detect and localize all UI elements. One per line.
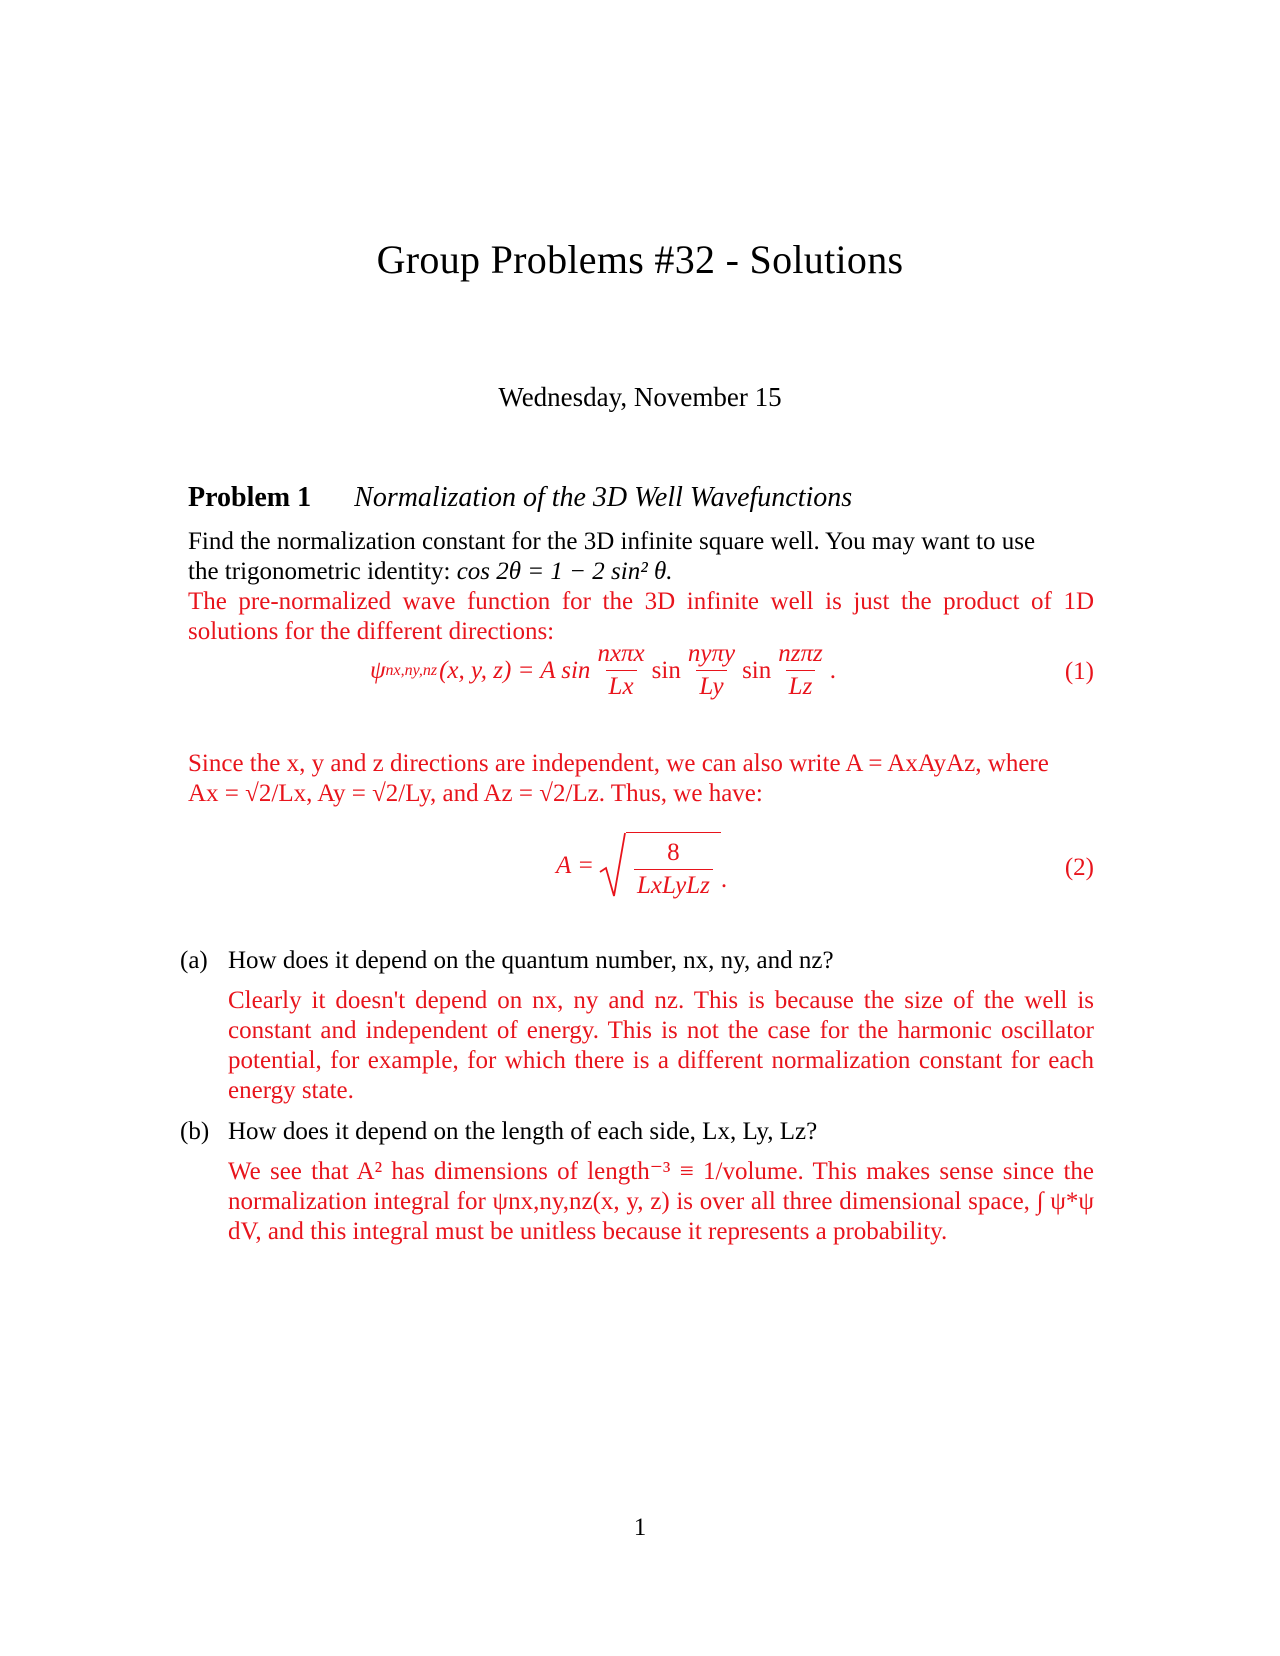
part-b-marker: (b) — [180, 1118, 210, 1145]
eq2-sqrt — [598, 832, 721, 900]
part-b-question: How does it depend on the length of each side, Lx, Ly, Lz? — [228, 1118, 818, 1145]
eq1-fraction-x — [594, 640, 647, 701]
eq1-fraction-y — [685, 640, 738, 701]
trig-identity: cos 2θ = 1 − 2 sin² θ. — [456, 558, 673, 585]
independence-paragraph — [188, 749, 1094, 809]
problem-title: Normalization of the 3D Well Wavefunctions — [354, 482, 853, 513]
problem-heading — [188, 482, 852, 514]
eq1-fraction-x-numerator: nxπx — [597, 640, 645, 667]
page-title: Group Problems #32 - Solutions — [376, 237, 904, 282]
problem-prompt — [188, 527, 1094, 647]
equation-1-number: (1) — [1064, 658, 1094, 685]
eq2-sqrt-body — [626, 832, 721, 900]
eq1-fraction-z — [775, 640, 825, 701]
eq2-lhs: A = — [556, 852, 594, 879]
eq1-fraction-y-numerator: nyπy — [687, 640, 736, 667]
eq1-fraction-x-denominator: Lx — [606, 670, 637, 701]
prompt-line-2 — [188, 557, 1094, 587]
part-a-question: How does it depend on the quantum number, nx, ny, and nz? — [228, 947, 834, 974]
part-a — [180, 946, 1094, 1116]
eq1-fraction-z-denominator: Lz — [786, 670, 816, 701]
part-a-answer: Clearly it doesn't depend on nx, ny and nz. This is because the size of the well is constant and independent of energy. This is not the case for the harmonic oscillator potential, for example, for which there is a different normalization constant for each energy state. — [228, 987, 1094, 1104]
independence-line-b: Ax = √2/Lx, Ay = √2/Ly, and Az = √2/Lz. Thus, we have: — [188, 780, 763, 807]
eq1-fraction-z-numerator: nzπz — [778, 640, 823, 667]
sqrt-radical-icon — [598, 832, 626, 898]
equation-2-body: A = $\frac{8}{\text{LxLyLz}}$ . — [556, 832, 727, 900]
part-a-marker: (a) — [180, 947, 208, 974]
solution-intro: The pre-normalized wave function for the 3D infinite well is just the product of 1D solutions for the different directions: — [188, 588, 1094, 645]
eq2-denominator: LxLyLz — [634, 869, 713, 900]
equation-2-number: (2) — [1064, 854, 1094, 881]
eq1-fraction-y-denominator: Ly — [696, 670, 726, 701]
eq1-args: (x, y, z) = A sin — [439, 656, 591, 684]
eq1-sin-z: sin — [742, 656, 772, 684]
equation-1 — [188, 640, 1094, 710]
eq2-numerator: 8 — [667, 839, 680, 866]
eq1-psi: ψ — [370, 656, 386, 684]
part-b-answer: We see that A² has dimensions of length⁻³ ≡ 1/volume. This makes sense since the normalization integral for ψnx,ny,nz(x, y, z) is over all three dimensional space, ∫ ψ*ψ dV, and this integral must be unitless because it represents a probability. — [228, 1158, 1094, 1245]
problem-label: Problem 1 — [188, 482, 312, 513]
prompt-line-2-text: the trigonometric identity: — [188, 558, 451, 585]
equation-2 — [188, 832, 1094, 912]
eq2-fraction — [634, 839, 713, 900]
equation-1-body: ψ nx,ny,nz (x, y, z) = A sin $\frac{\text{nxπx}}{Lx}$ sin $\frac{\text{nyπy}}{Ly}$ sin $\frac{\text{nzπz}}{Lz}$ . — [370, 640, 836, 700]
prompt-line-1: Find the normalization constant for the 3D infinite square well. You may want to use — [188, 528, 1036, 555]
date-line: Wednesday, November 15 — [498, 382, 782, 412]
eq1-sin-y: sin — [651, 656, 681, 684]
page-number: 1 — [633, 1514, 647, 1541]
part-b — [180, 1117, 1094, 1257]
independence-line-a: Since the x, y and z directions are independent, we can also write A = AxAyAz, where — [188, 750, 1049, 777]
